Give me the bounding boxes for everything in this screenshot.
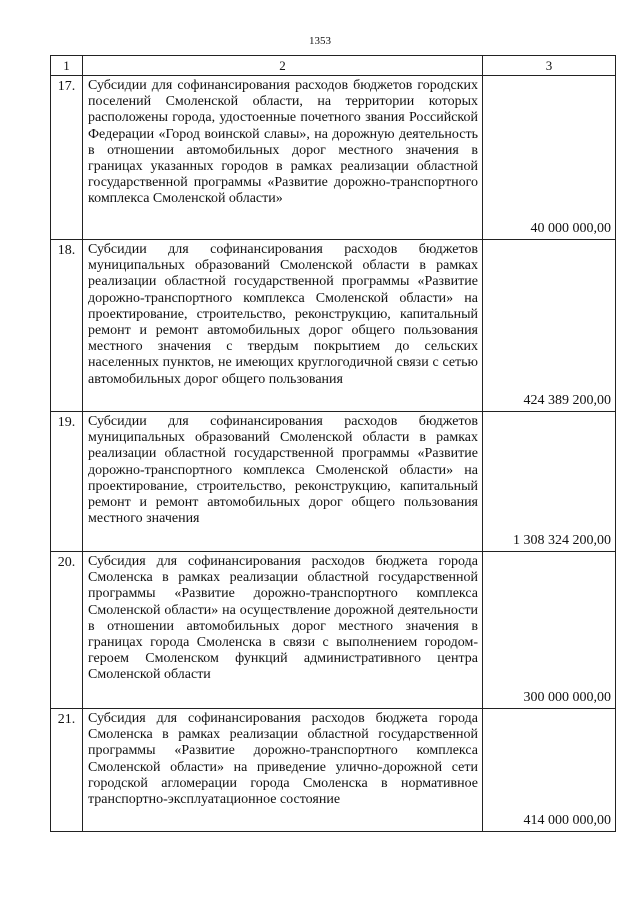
column-header-3: 3 (483, 56, 616, 76)
row-amount: 424 389 200,00 (483, 240, 616, 412)
row-amount: 414 000 000,00 (483, 709, 616, 832)
row-description: Субсидии для софинансирования расходов бюджетов муниципальных образований Смоленской области в рамках реализации областной государственной программы «Развитие дорожно-транспортного комплекса Смоленской области» на проектирование, строительство, реконструкцию, капитальный ремонт и ремонт автомобильных дорог общего пользования местного значения (83, 412, 483, 552)
budget-table (50, 55, 616, 832)
row-number: 21. (51, 709, 83, 832)
table-row (51, 709, 616, 832)
row-amount: 300 000 000,00 (483, 552, 616, 709)
row-number: 18. (51, 240, 83, 412)
row-amount: 40 000 000,00 (483, 76, 616, 240)
table-row (51, 240, 616, 412)
row-description: Субсидии для софинансирования расходов бюджетов муниципальных образований Смоленской области в рамках реализации областной государственной программы «Развитие дорожно-транспортного комплекса Смоленской области» на проектирование, строительство, реконструкцию, капитальный ремонт и ремонт автомобильных дорог общего пользования местного значения с твердым покрытием до сельских населенных пунктов, не имеющих круглогодичной связи с сетью автомобильных дорог общего пользования (83, 240, 483, 412)
table-row (51, 412, 616, 552)
column-header-1: 1 (51, 56, 83, 76)
row-description: Субсидия для софинансирования расходов бюджета города Смоленска в рамках реализации областной государственной программы «Развитие дорожно-транспортного комплекса Смоленской области» на осуществление дорожной деятельности в отношении автомобильных дорог местного значения в границах города Смоленска в связи с выполнением городом-героем Смоленском функций административного центра Смоленской области (83, 552, 483, 709)
row-number: 19. (51, 412, 83, 552)
row-description: Субсидия для софинансирования расходов бюджета города Смоленска в рамках реализации областной государственной программы «Развитие дорожно-транспортного комплекса Смоленской области» на приведение улично-дорожной сети городской агломерации города Смоленска в нормативное транспортно-эксплуатационное состояние (83, 709, 483, 832)
page-number: 1353 (309, 35, 331, 47)
row-description: Субсидии для софинансирования расходов бюджетов городских поселений Смоленской области, на территории которых расположены города, удостоенные почетного звания Российской Федерации «Город воинской славы», на дорожную деятельность в отношении автомобильных дорог местного значения в границах указанных городов в рамках реализации областной государственной программы «Развитие дорожно-транспортного комплекса Смоленской области» (83, 76, 483, 240)
row-amount: 1 308 324 200,00 (483, 412, 616, 552)
table-header-row (51, 56, 616, 76)
table-row (51, 76, 616, 240)
column-header-2: 2 (83, 56, 483, 76)
table-row (51, 552, 616, 709)
row-number: 20. (51, 552, 83, 709)
row-number: 17. (51, 76, 83, 240)
